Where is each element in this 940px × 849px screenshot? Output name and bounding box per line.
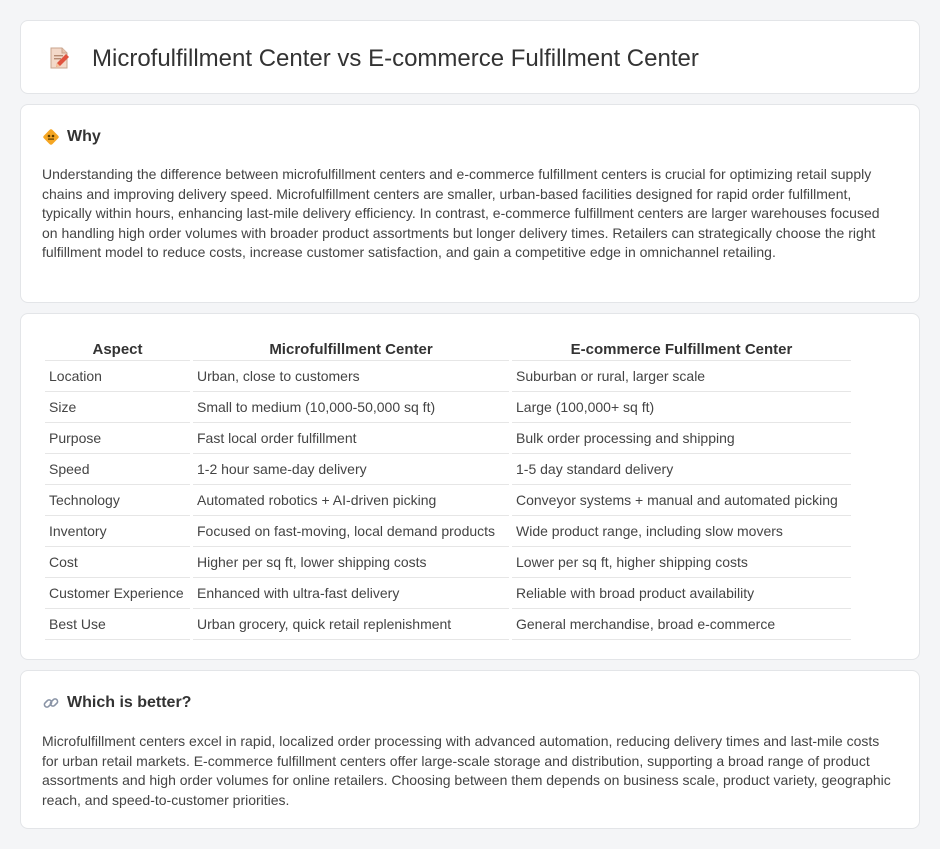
header-card [20,20,920,94]
better-text: Microfulfillment centers excel in rapid, localized order processing with advanced automation, reducing delivery times and last-mile costs for urban retail markets. E-commerce fulfillment centers offer large-scale storage and distribution, supporting a broad range of product assortments and high order volumes for online retailers. Choosing between them depends on business scale, product variety, geographic reach, and speed-to-customer priorities. [42,733,891,808]
why-title: Why [67,128,101,145]
table-row [45,547,851,578]
link-icon [42,694,60,712]
page-title: Microfulfillment Center vs E-commerce Fulfillment Center [92,45,699,72]
microfulfillment-cell: Small to medium (10,000-50,000 sq ft) [193,392,509,423]
aspect-cell: Speed [45,454,190,485]
microfulfillment-cell: Urban, close to customers [193,361,509,392]
ecommerce-cell: Suburban or rural, larger scale [512,361,851,392]
ecommerce-cell: Conveyor systems + manual and automated picking [512,485,851,516]
aspect-cell: Best Use [45,609,190,640]
microfulfillment-cell: Fast local order fulfillment [193,423,509,454]
table-row [45,392,851,423]
aspect-cell: Purpose [45,423,190,454]
microfulfillment-cell: Urban grocery, quick retail replenishment [193,609,509,640]
comparison-table [42,335,854,640]
road-sign-icon [42,128,60,146]
table-row [45,485,851,516]
aspect-cell: Cost [45,547,190,578]
which-is-better-section [20,670,920,829]
table-header-row [45,335,851,361]
ecommerce-cell: General merchandise, broad e-commerce [512,609,851,640]
table-row [45,609,851,640]
microfulfillment-cell: Automated robotics + AI-driven picking [193,485,509,516]
microfulfillment-cell: Focused on fast-moving, local demand products [193,516,509,547]
aspect-cell: Size [45,392,190,423]
table-row [45,454,851,485]
microfulfillment-cell: Enhanced with ultra-fast delivery [193,578,509,609]
why-text: Understanding the difference between microfulfillment centers and e-commerce fulfillment centers is crucial for optimizing retail supply chains and improving delivery speed. Microfulfillment centers are smaller, urban-based facilities designed for rapid order fulfillment, typically within hours, enhancing last-mile delivery efficiency. In contrast, e-commerce fulfillment centers are larger warehouses focused on handling high order volumes with broader product assortments but longer delivery times. Retailers can strategically choose the right fulfillment model to reduce costs, increase customer satisfaction, and gain a competitive edge in omnichannel retailing. [42,166,880,261]
microfulfillment-cell: 1-2 hour same-day delivery [193,454,509,485]
ecommerce-cell: Lower per sq ft, higher shipping costs [512,547,851,578]
ecommerce-cell: Bulk order processing and shipping [512,423,851,454]
better-heading [42,693,191,713]
aspect-cell: Location [45,361,190,392]
table-row [45,578,851,609]
document-pencil-icon [47,46,71,70]
why-heading [42,127,101,147]
aspect-cell: Customer Experience [45,578,190,609]
microfulfillment-cell: Higher per sq ft, lower shipping costs [193,547,509,578]
ecommerce-cell: Reliable with broad product availability [512,578,851,609]
ecommerce-cell: 1-5 day standard delivery [512,454,851,485]
table-row [45,516,851,547]
column-header-ecommerce: E-commerce Fulfillment Center [512,335,851,361]
column-header-aspect: Aspect [45,335,190,361]
why-section [20,104,920,303]
table-row [45,361,851,392]
aspect-cell: Inventory [45,516,190,547]
table-row [45,423,851,454]
aspect-cell: Technology [45,485,190,516]
ecommerce-cell: Wide product range, including slow movers [512,516,851,547]
comparison-section [20,313,920,660]
column-header-microfulfillment: Microfulfillment Center [193,335,509,361]
ecommerce-cell: Large (100,000+ sq ft) [512,392,851,423]
better-title: Which is better? [67,694,192,711]
